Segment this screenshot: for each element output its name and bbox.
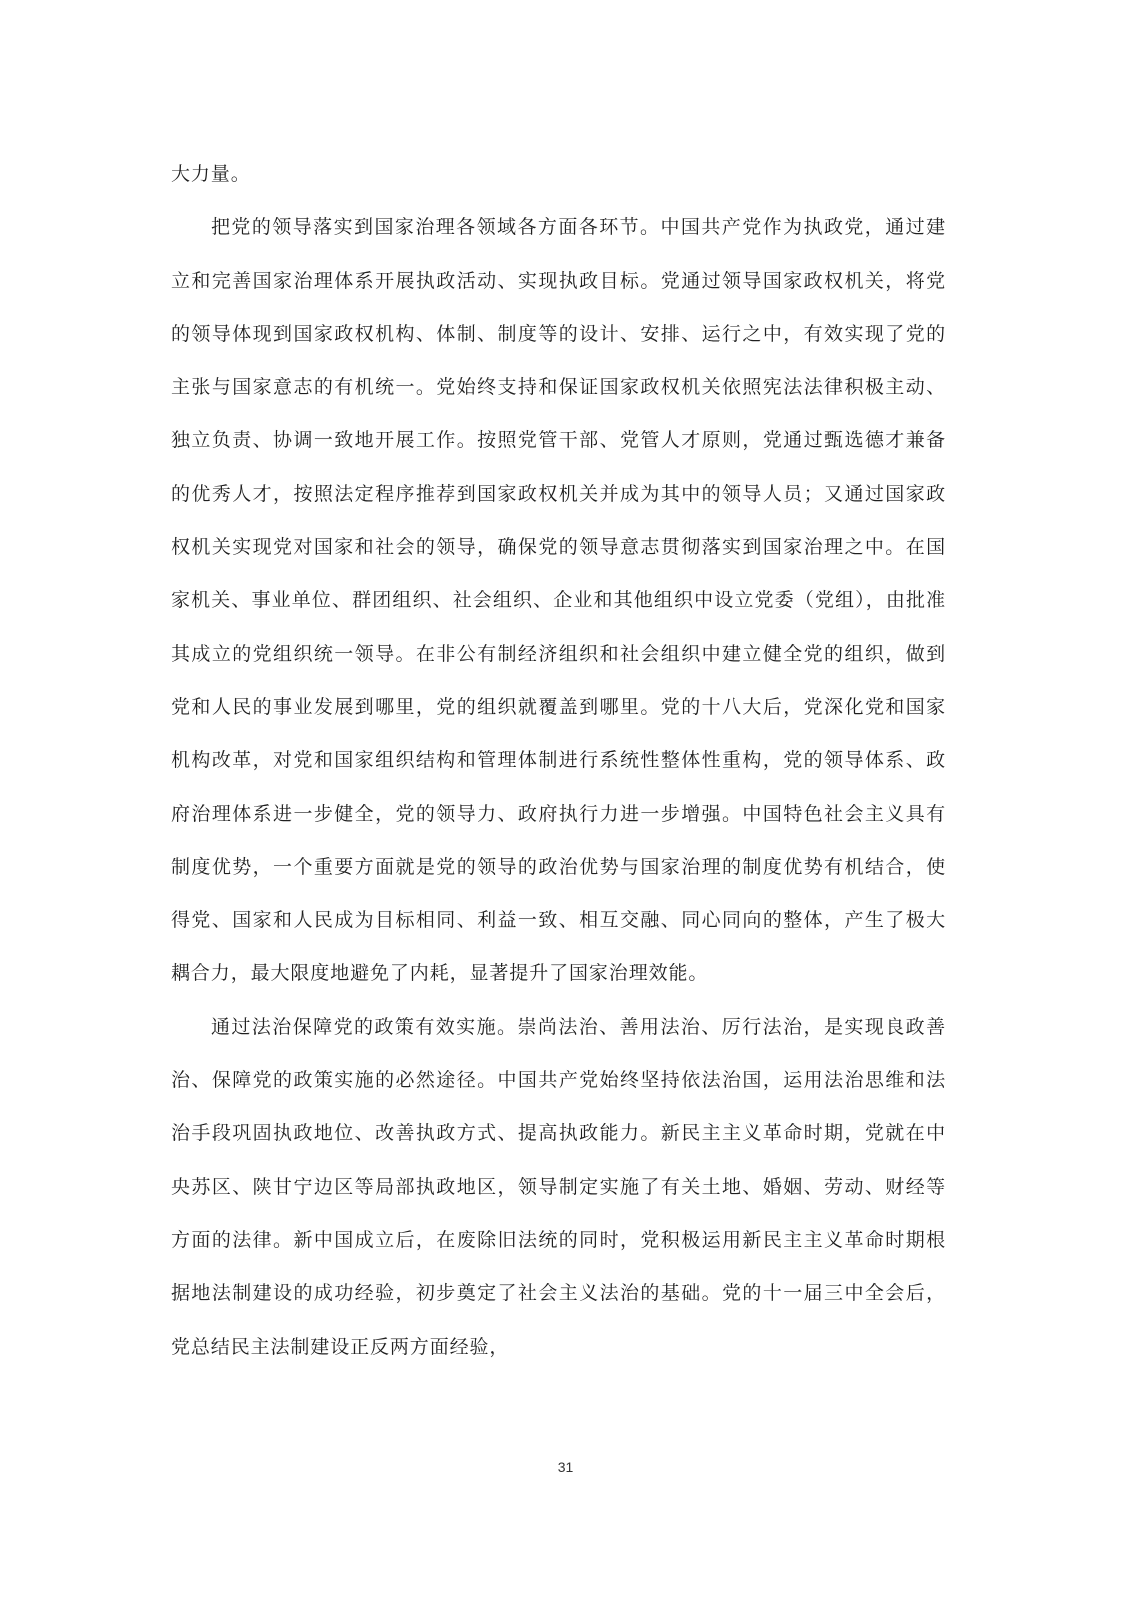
page-number: 31	[557, 1459, 574, 1475]
paragraph-party-leadership: 把党的领导落实到国家治理各领域各方面各环节。中国共产党作为执政党，通过建立和完善国家治理体系开展执政活动、实现执政目标。党通过领导国家政权机关，将党的领导体现到国家政权机构、体制、制度等的设计、安排、运行之中，有效实现了党的主张与国家意志的有机统一。党始终支持和保证国家政权机关依照宪法法律积极主动、独立负责、协调一致地开展工作。按照党管干部、党管人才原则，党通过甄选德才兼备的优秀人才，按照法定程序推荐到国家政权机关并成为其中的领导人员；又通过国家政权机关实现党对国家和社会的领导，确保党的领导意志贯彻落实到国家治理之中。在国家机关、事业单位、群团组织、社会组织、企业和其他组织中设立党委（党组），由批准其成立的党组织统一领导。在非公有制经济组织和社会组织中建立健全党的组织，做到党和人民的事业发展到哪里，党的组织就覆盖到哪里。党的十八大后，党深化党和国家机构改革，对党和国家组织结构和管理体制进行系统性整体性重构，党的领导体系、政府治理体系进一步健全，党的领导力、政府执行力进一步增强。中国特色社会主义具有制度优势，一个重要方面就是党的领导的政治优势与国家治理的制度优势有机结合，使得党、国家和人民成为目标相同、利益一致、相互交融、同心同向的整体，产生了极大耦合力，最大限度地避免了内耗，显著提升了国家治理效能。	[171, 216, 946, 985]
paragraph-continuation: 大力量。	[171, 163, 251, 185]
paragraph-rule-of-law: 通过法治保障党的政策有效实施。崇尚法治、善用法治、厉行法治，是实现良政善治、保障党的政策实施的必然途径。中国共产党始终坚持依法治国，运用法治思维和法治手段巩固执政地位、改善执政方式、提高执政能力。新民主主义革命时期，党就在中央苏区、陕甘宁边区等局部执政地区，领导制定实施了有关土地、婚姻、劳动、财经等方面的法律。新中国成立后，在废除旧法统的同时，党积极运用新民主主义革命时期根据地法制建设的成功经验，初步奠定了社会主义法治的基础。党的十一届三中全会后，党总结民主法制建设正反两方面经验，	[171, 1015, 946, 1358]
body-text	[171, 148, 946, 1374]
